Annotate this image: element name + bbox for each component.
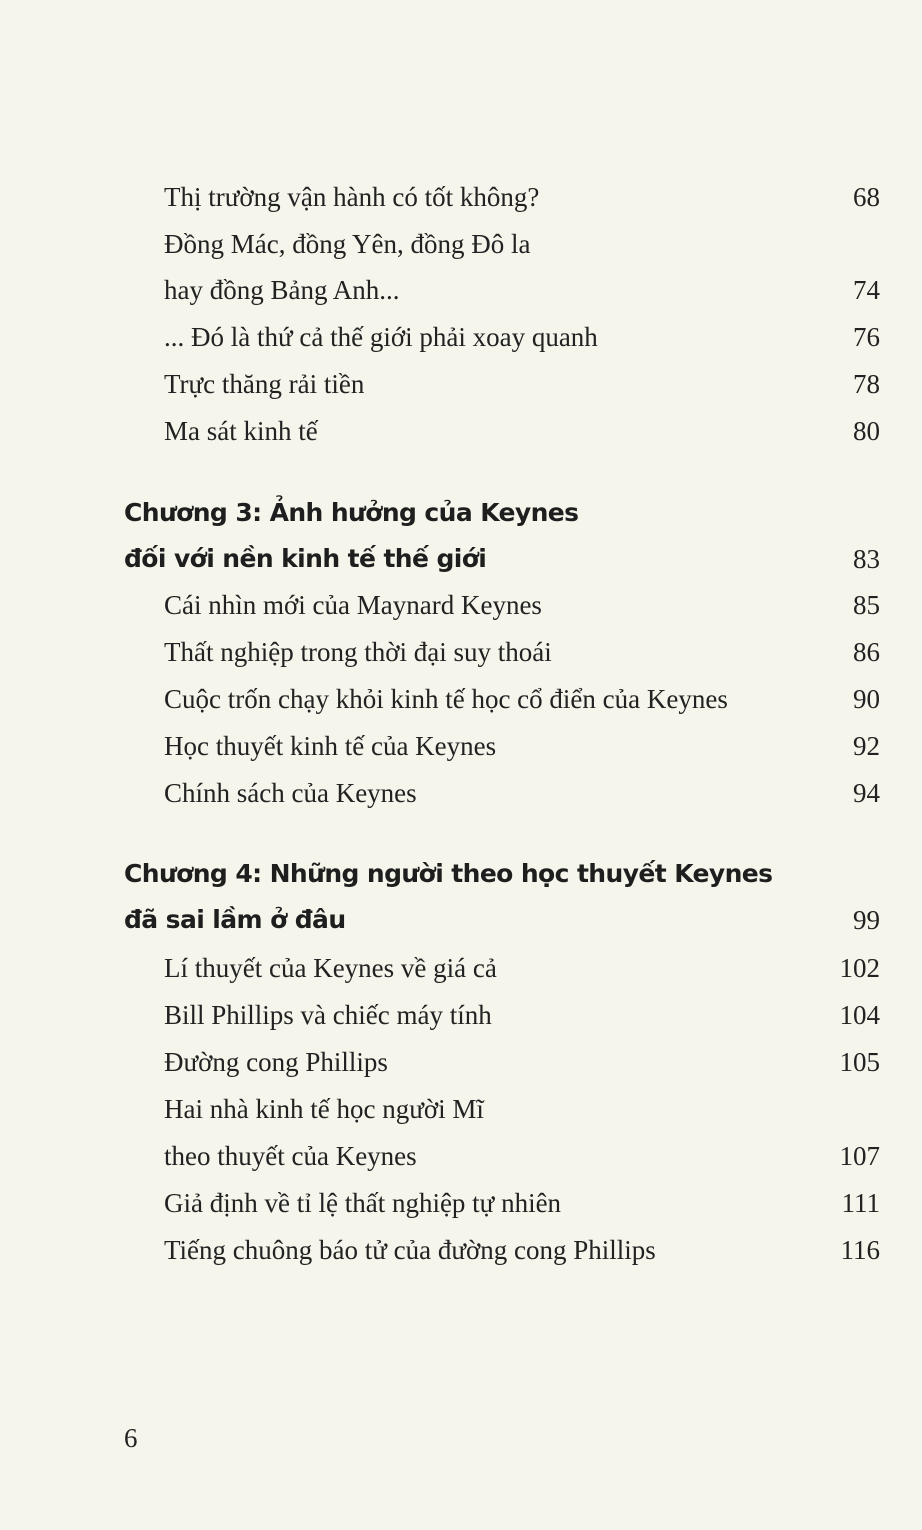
toc-entry-page: 116 [840,1235,880,1265]
toc-entry [164,314,880,360]
toc-entry-page: 85 [853,590,880,620]
toc-entry [164,770,880,816]
toc-entry-page: 76 [853,322,880,352]
toc-entry-page: 86 [853,637,880,667]
toc-chapter-heading [124,490,880,536]
toc-entry-page: 111 [841,1188,880,1218]
toc-chapter-heading [124,897,880,943]
toc-entry-page: 78 [853,369,880,399]
toc-entry-page: 74 [853,275,880,305]
toc-entry-title: Bill Phillips và chiếc máy tính [164,1000,492,1030]
toc-chapter-title: Chương 3: Ảnh hưởng của Keynes [124,498,579,527]
toc-chapter-page: 99 [853,905,880,935]
toc-chapter-heading [124,536,880,582]
toc-entry-page: 94 [853,778,880,808]
toc-entry-title: Tiếng chuông báo tử của đường cong Phillips [164,1235,656,1265]
toc-entry [164,1180,880,1226]
toc-entry-title: Học thuyết kinh tế của Keynes [164,731,497,761]
toc-entry [164,408,880,454]
toc-entry-page: 104 [839,1000,880,1030]
toc-chapter-title: Chương 4: Những người theo học thuyết Keynes [124,859,773,888]
toc-entry [164,582,880,628]
toc-entry [164,174,880,220]
page-number: 6 [124,1423,138,1453]
toc-entry-page: 68 [853,182,880,212]
toc-entry-title: Cuộc trốn chạy khỏi kinh tế học cổ điển của Keynes [164,684,728,714]
toc-entry-title: Giả định về tỉ lệ thất nghiệp tự nhiên [164,1188,562,1218]
toc-entry-title: ... Đó là thứ cả thế giới phải xoay quanh [164,322,598,352]
toc-entry-page: 90 [853,684,880,714]
toc-entry [164,221,880,267]
toc-entry-title: Đồng Mác, đồng Yên, đồng Đô la [164,229,531,259]
toc-entry-page: 102 [839,953,880,983]
toc-entry-title: hay đồng Bảng Anh... [164,275,400,305]
toc-entry-title: Thị trường vận hành có tốt không? [164,182,540,212]
toc-entry [164,267,880,313]
toc-entry [164,629,880,675]
toc-entry [164,992,880,1038]
toc-entry-title: Thất nghiệp trong thời đại suy thoái [164,637,552,667]
toc-entry-title: Cái nhìn mới của Maynard Keynes [164,590,542,620]
toc-entry-title: Lí thuyết của Keynes về giá cả [164,953,497,983]
toc-entry-page: 92 [853,731,880,761]
toc-entry-page: 80 [853,416,880,446]
toc-entry [164,1086,880,1132]
toc-entry-title: theo thuyết của Keynes [164,1141,417,1171]
toc-entry-title: Trực thăng rải tiền [164,369,365,399]
toc-chapter-heading [124,851,880,897]
toc-entry [164,676,880,722]
toc-entry [164,723,880,769]
toc-chapter-title: đối với nền kinh tế thế giới [124,544,487,573]
toc-entry [164,1133,880,1179]
toc-chapter-title: đã sai lầm ở đâu [124,905,346,934]
toc-entry [164,361,880,407]
toc-entry [164,1039,880,1085]
toc-entry-page: 107 [839,1141,880,1171]
toc-chapter-page: 83 [853,544,880,574]
toc-entry [164,1227,880,1273]
toc-entry-title: Chính sách của Keynes [164,778,417,808]
toc-entry-page: 105 [839,1047,880,1077]
toc-entry-title: Ma sát kinh tế [164,416,318,446]
toc-entry-title: Đường cong Phillips [164,1047,388,1077]
toc-entry-title: Hai nhà kinh tế học người Mĩ [164,1094,484,1124]
toc-entry [164,945,880,991]
